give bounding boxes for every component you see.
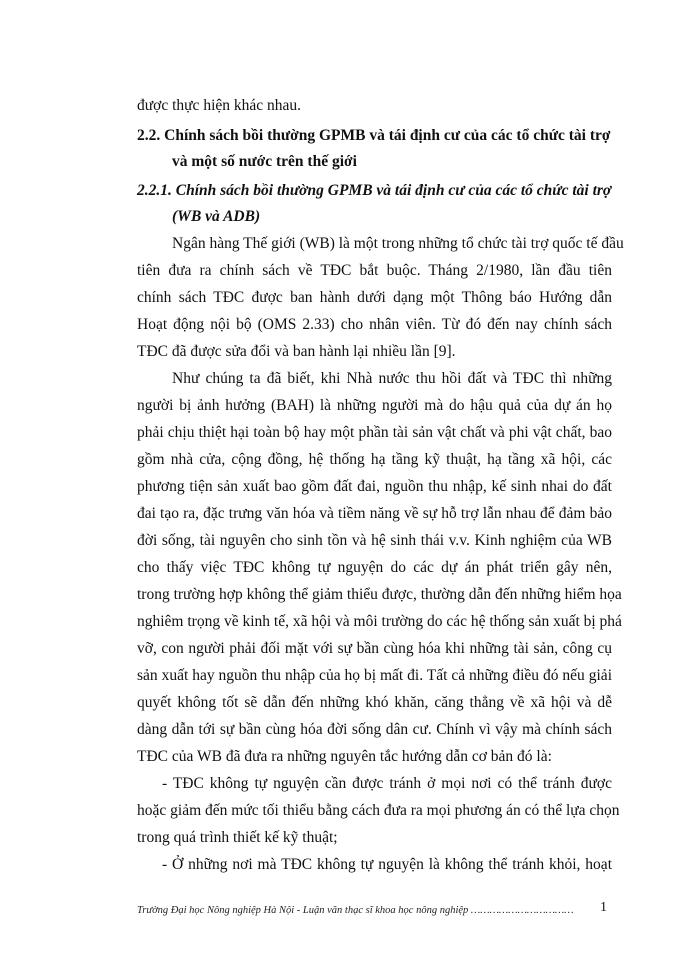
body-text-line: được thực hiện khác nhau. <box>137 97 302 114</box>
paragraph-line: phương tiện sản xuất bao gồm đất đai, nguồn thu nhập, kế sinh nhai do đất <box>137 478 612 495</box>
list-item-line: - TĐC không tự nguyện cần được tránh ở mọi nơi có thể tránh được <box>162 775 612 792</box>
paragraph-line: TĐC đã được sửa đổi và ban hành lại nhiều lần [9]. <box>137 343 456 360</box>
list-item-line: hoặc giảm đến mức tối thiểu bằng cách đưa ra mọi phương án có thể lựa chọn <box>137 802 620 819</box>
paragraph-line: Hoạt động nội bộ (OMS 2.33) cho nhân viên. Từ đó đến nay chính sách <box>137 316 612 333</box>
paragraph-line: trong trường hợp không thể giảm thiểu được, thường dẫn đến những hiểm họa <box>137 586 622 603</box>
list-item-line: - Ở những nơi mà TĐC không tự nguyện là không thể tránh khỏi, hoạt <box>162 856 612 873</box>
paragraph-line: TĐC của WB đã đưa ra những nguyên tắc hướng dẫn cơ bản đó là: <box>137 748 552 765</box>
paragraph-line: đai tạo ra, đặc trưng văn hóa và tiềm năng về sự hỗ trợ lẫn nhau để đảm bảo <box>137 505 612 522</box>
list-item-line: trong quá trình thiết kế kỹ thuật; <box>137 829 338 846</box>
subsection-heading-continuation: (WB và ADB) <box>172 208 261 225</box>
paragraph-line: Ngân hàng Thế giới (WB) là một trong những tổ chức tài trợ quốc tế đầu <box>172 235 624 252</box>
paragraph-line: dàng dẫn tới sự bần cùng hóa đời sống dân cư. Chính vì vậy mà chính sách <box>137 721 612 738</box>
paragraph-line: gồm nhà cửa, cộng đồng, hệ thống hạ tầng kỹ thuật, hạ tầng xã hội, các <box>137 451 612 468</box>
page-footer: Trường Đại học Nông nghiệp Hà Nội - Luận văn thạc sĩ khoa học nông nghiệp …………………………… <box>137 905 574 916</box>
paragraph-line: tiên đưa ra chính sách về TĐC bắt buộc. Tháng 2/1980, lần đầu tiên <box>137 262 612 279</box>
paragraph-line: Như chúng ta đã biết, khi Nhà nước thu hồi đất và TĐC thì những <box>172 370 612 387</box>
paragraph-line: người bị ảnh hưởng (BAH) là những người mà do hậu quả của dự án họ <box>137 397 612 414</box>
section-heading: 2.2. Chính sách bồi thường GPMB và tái định cư của các tổ chức tài trợ <box>137 127 611 144</box>
paragraph-line: cho thấy việc TĐC không tự nguyện do các dự án phát triển gây nên, <box>137 559 612 576</box>
section-heading-continuation: và một số nước trên thế giới <box>172 153 357 170</box>
paragraph-line: chính sách TĐC được ban hành dưới dạng một Thông báo Hướng dẫn <box>137 289 612 306</box>
paragraph-line: quyết không tốt sẽ dẫn đến những khó khăn, căng thẳng về xã hội và dễ <box>137 694 612 711</box>
page-number: 1 <box>600 900 607 915</box>
paragraph-line: sản xuất hay nguồn thu nhập của họ bị mất đi. Tất cả những điều đó nếu giải <box>137 667 612 684</box>
paragraph-line: nghiêm trọng về kinh tế, xã hội và môi trường do các hệ thống sản xuất bị phá <box>137 613 622 630</box>
subsection-heading: 2.2.1. Chính sách bồi thường GPMB và tái định cư của các tổ chức tài trợ <box>137 182 612 199</box>
paragraph-line: phải chịu thiệt hại toàn bộ hay một phần tài sản vật chất và phi vật chất, bao <box>137 424 612 441</box>
paragraph-line: đời sống, tài nguyên cho sinh tồn và hệ sinh thái v.v. Kinh nghiệm của WB <box>137 532 612 549</box>
paragraph-line: vỡ, con người phải đối mặt với sự bần cùng hóa khi những tài sản, công cụ <box>137 640 612 657</box>
